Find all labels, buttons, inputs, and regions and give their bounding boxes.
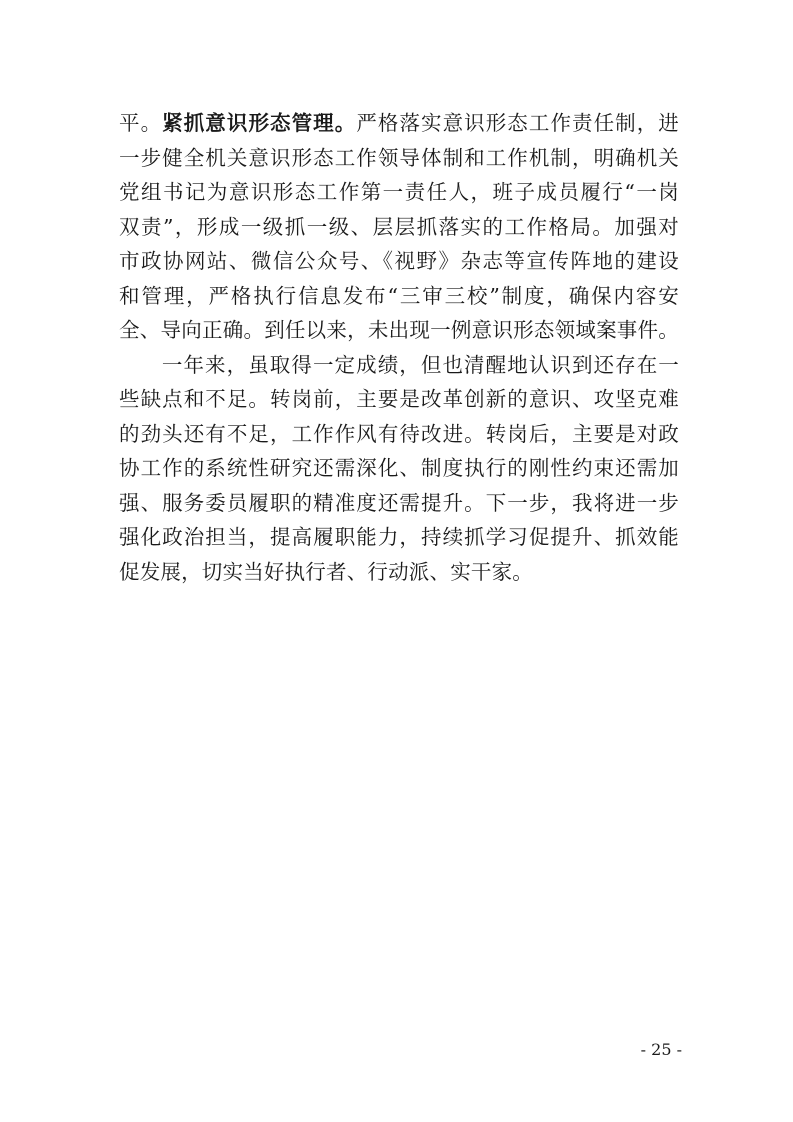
paragraph-1-line-1 [119, 106, 679, 141]
body-text [119, 106, 679, 589]
paragraph-1-line-2: 一步健全机关意识形态工作领导体制和工作机制，明确机关 [119, 145, 679, 170]
paragraph-2-line-7: 促发展，切实当好执行者、行动派、实干家。 [119, 559, 533, 584]
paragraph-1-line-5: 市政协网站、微信公众号、《视野》杂志等宣传阵地的建设 [119, 249, 679, 273]
line-rest-text: 严格落实意识形态工作责任制，进 [356, 111, 680, 135]
paragraph-2-line-6: 强化政治担当，提高履职能力，持续抓学习促提升、抓效能 [119, 525, 679, 549]
paragraph-2-line-4: 协工作的系统性研究还需深化、制度执行的刚性约束还需加 [119, 456, 679, 480]
paragraph-2-line-5: 强、服务委员履职的精准度还需提升。下一步，我将进一步 [119, 490, 679, 515]
paragraph-2-line-3: 的劲头还有不足，工作作风有待改进。转岗后，主要是对政 [119, 421, 679, 446]
line-start-text: 平。 [119, 111, 163, 135]
paragraph-1-line-4: 双责”，形成一级抓一级、层层抓落实的工作格局。加强对 [119, 214, 679, 239]
paragraph-1-line-7: 全、导向正确。到任以来，未出现一例意识形态领域案事件。 [119, 318, 679, 342]
paragraph-1-line-6: 和管理，严格执行信息发布“三审三校”制度，确保内容安 [119, 283, 679, 308]
section-heading: 紧抓意识形态管理。 [162, 111, 357, 135]
paragraph-2-line-1 [119, 348, 679, 383]
paragraph-2-line-2: 些缺点和不足。转岗前，主要是改革创新的意识、攻坚克难 [119, 387, 679, 411]
page-number: - 25 - [640, 1040, 682, 1059]
paragraph-1-line-3: 党组书记为意识形态工作第一责任人，班子成员履行“一岗 [119, 180, 679, 204]
paragraph-2-line-1-text: 一年来，虽取得一定成绩，但也清醒地认识到还存在一 [161, 352, 679, 377]
